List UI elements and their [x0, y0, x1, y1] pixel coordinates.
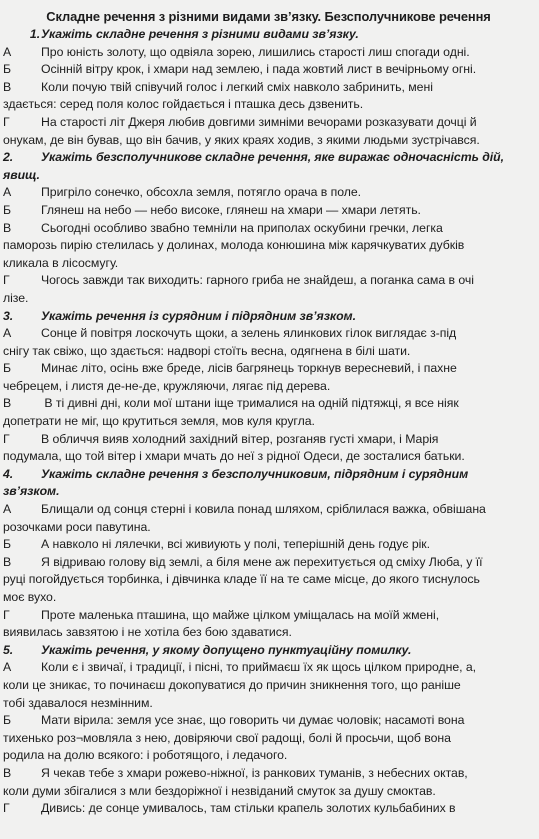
option-text: Мати вірила: земля усе знає, що говорить чи думає чоловік; насамоті вона	[41, 713, 465, 728]
option-letter: Г	[3, 431, 10, 446]
option-line	[3, 765, 534, 783]
question-text: Укажіть складне речення з безсполучниковим, підрядним і сурядним	[41, 466, 469, 481]
option-letter: Г	[3, 801, 10, 816]
option-continuation: чебрецем, і листя де-не-де, кружляючи, лягає під дерева.	[3, 378, 331, 393]
question-line	[3, 149, 534, 167]
option-continuation: тобі здавалося незмінним.	[3, 695, 153, 710]
option-letter: А	[3, 660, 12, 675]
question-text: Укажіть складне речення з різними видами зв’язку.	[41, 27, 359, 41]
option-continuation: паморозь пирію стелилась у долинах, молода конюшина між карячкуватих дубків	[3, 238, 465, 253]
option-line	[3, 712, 534, 730]
document-body	[3, 26, 534, 818]
question-line	[3, 642, 534, 660]
option-text: А навколо ні лялечки, всі живиують у полі, теперішній день годує рік.	[41, 537, 430, 552]
option-continuation: моє вухо.	[3, 590, 57, 604]
option-line	[3, 272, 534, 290]
question-line	[3, 308, 534, 326]
option-text: Коли є і звичаї, і традиції, і пісні, то приймаєш їх як щось цілком природне, а,	[41, 660, 477, 675]
option-letter: Г	[3, 607, 10, 622]
option-text: В обличчя вияв холодний західний вітер, розганяв густі хмари, і Марія	[41, 431, 439, 446]
option-continuation: тихенько роз¬мовляла з нею, довіряючи свої радощі, болі й просьчи, щоб вона	[3, 730, 451, 745]
option-text: Проте маленька пташина, що майже цілком уміщалась на моїй жмені,	[41, 607, 440, 622]
option-letter: В	[3, 220, 12, 235]
option-continuation: допетрати не міг, що крутиться земля, мов куля кругла.	[3, 414, 315, 429]
option-line	[3, 607, 534, 625]
option-continuation: руці погойдується торбинка, і дівчинка кладе її на те саме місце, до якого тиснулось	[3, 572, 480, 587]
option-line	[3, 114, 534, 132]
option-continuation: кликала в лісосмугу.	[3, 255, 119, 270]
option-letter: А	[3, 44, 12, 59]
option-continuation: коли думи збігалися з мли бездоріжної і незвіданий смуток за душу смоктав.	[3, 783, 436, 798]
option-text: Я чекав тебе з хмари рожево-ніжної, із ранкових туманів, з небесних октав,	[41, 765, 468, 780]
option-letter: А	[3, 502, 12, 517]
option-letter: В	[3, 765, 12, 780]
option-line	[3, 800, 534, 818]
option-letter: В	[3, 79, 12, 94]
option-letter: А	[3, 326, 12, 341]
option-continuation: подумала, що той вітер і хмари мчать до неї з рідної Одеси, де зосталися батьки.	[3, 449, 465, 464]
option-letter: Б	[3, 361, 12, 376]
option-line	[3, 79, 534, 97]
option-text: Осінній вітру крок, і хмари над землею, і пада жовтий лист в вечірньому огні.	[41, 62, 477, 77]
question-number: 4.	[3, 466, 14, 481]
question-number: 1.	[3, 27, 41, 41]
option-continuation: снігу так свіжо, що здається: надворі стоїть весна, одягнена в білі шати.	[3, 343, 411, 358]
option-text: Сонце й повітря лоскочуть щоки, а зелень ялинкових гілок виглядає з-під	[41, 326, 457, 341]
option-text: Минає літо, осінь вже бреде, лісів багрянець торкнув вересневий, і пахне	[41, 361, 457, 376]
option-line	[3, 395, 534, 413]
option-line	[3, 202, 534, 220]
option-continuation: онукам, де він бував, що він бачив, у яких краях ходив, з якими людьми зустрічався.	[3, 132, 480, 147]
option-text: На старості літ Джеря любив довгими зимніми вечорами розказувати дочці й	[41, 114, 477, 129]
question-line	[3, 466, 534, 484]
option-letter: Б	[3, 537, 12, 552]
option-text: Блищали од сонця стерні і ковила понад шляхом, сріблилася важка, обвішана	[41, 502, 486, 517]
option-text: Чогось завжди так виходить: гарного гриба не знайдеш, а поганка сама в очі	[41, 273, 474, 288]
question-text: Укажіть речення із сурядним і підрядним зв’язком.	[41, 308, 356, 323]
option-line	[3, 501, 534, 519]
option-line	[3, 536, 534, 554]
option-text: Я відриваю голову від землі, а біля мене аж перехитується од сміху Люба, у її	[41, 554, 483, 569]
option-letter: Б	[3, 713, 12, 728]
option-line	[3, 61, 534, 79]
option-letter: Г	[3, 273, 10, 288]
page-title: Складне речення з різними видами зв’язку. Безсполучникове речення	[46, 9, 491, 24]
option-continuation: коли це зникає, то починаєш докопуватися до причин зникнення того, що раніше	[3, 677, 461, 692]
option-line	[3, 325, 534, 343]
option-continuation: здається: серед поля колос гойдається і пташка десь дзвенить.	[3, 97, 364, 112]
option-letter: А	[3, 185, 12, 200]
option-continuation: виявилась завзятою і не хотіла без бою здаватися.	[3, 625, 292, 640]
option-letter: В	[3, 396, 12, 411]
option-line	[3, 554, 534, 572]
option-line	[3, 659, 534, 677]
option-line	[3, 220, 534, 238]
option-continuation: лізе.	[3, 290, 29, 305]
option-letter: Б	[3, 62, 12, 77]
option-line	[3, 184, 534, 202]
option-line	[3, 44, 534, 62]
question-number: 2.	[3, 150, 14, 165]
option-text: Про юність золоту, що одвіяла зорею, лишились старості лиш спогади одні.	[41, 44, 470, 59]
option-letter: Б	[3, 202, 12, 217]
question-text: Укажіть речення, у якому допущено пунктуаційну помилку.	[41, 642, 412, 657]
option-text: Дивись: де сонце умивалось, там стільки крапель золотих кульбабиних в	[41, 801, 456, 816]
question-number: 3.	[3, 308, 14, 323]
option-continuation: розочками роси павутина.	[3, 519, 151, 534]
option-text: Пригріло сонечко, обсохла земля, потягло орача в поле.	[41, 185, 362, 200]
option-text: Глянеш на небо — небо високе, глянеш на хмари — хмари летять.	[41, 202, 421, 217]
option-line	[3, 431, 534, 449]
question-continuation: зв’язком.	[3, 484, 60, 499]
option-line	[3, 360, 534, 378]
question-number: 5.	[3, 642, 14, 657]
question-text: Укажіть безсполучникове складне речення, яке виражає одночасність дій,	[41, 150, 504, 165]
option-continuation: родила на долю всякого: і роботящого, і ледачого.	[3, 748, 288, 763]
option-letter: В	[3, 554, 12, 569]
option-text: В ті дивні дні, коли мої штани іще трималися на одній підтяжці, я все ніяк	[41, 396, 459, 411]
option-letter: Г	[3, 114, 10, 129]
option-text: Сьогодні особливо звабно темніли на приполах оскубини гречки, легка	[41, 220, 443, 235]
question-continuation: явищ.	[3, 167, 40, 182]
question-line	[3, 26, 534, 44]
option-text: Коли почую твій співучий голос і легкий сміх навколо забринить, мені	[41, 79, 433, 94]
